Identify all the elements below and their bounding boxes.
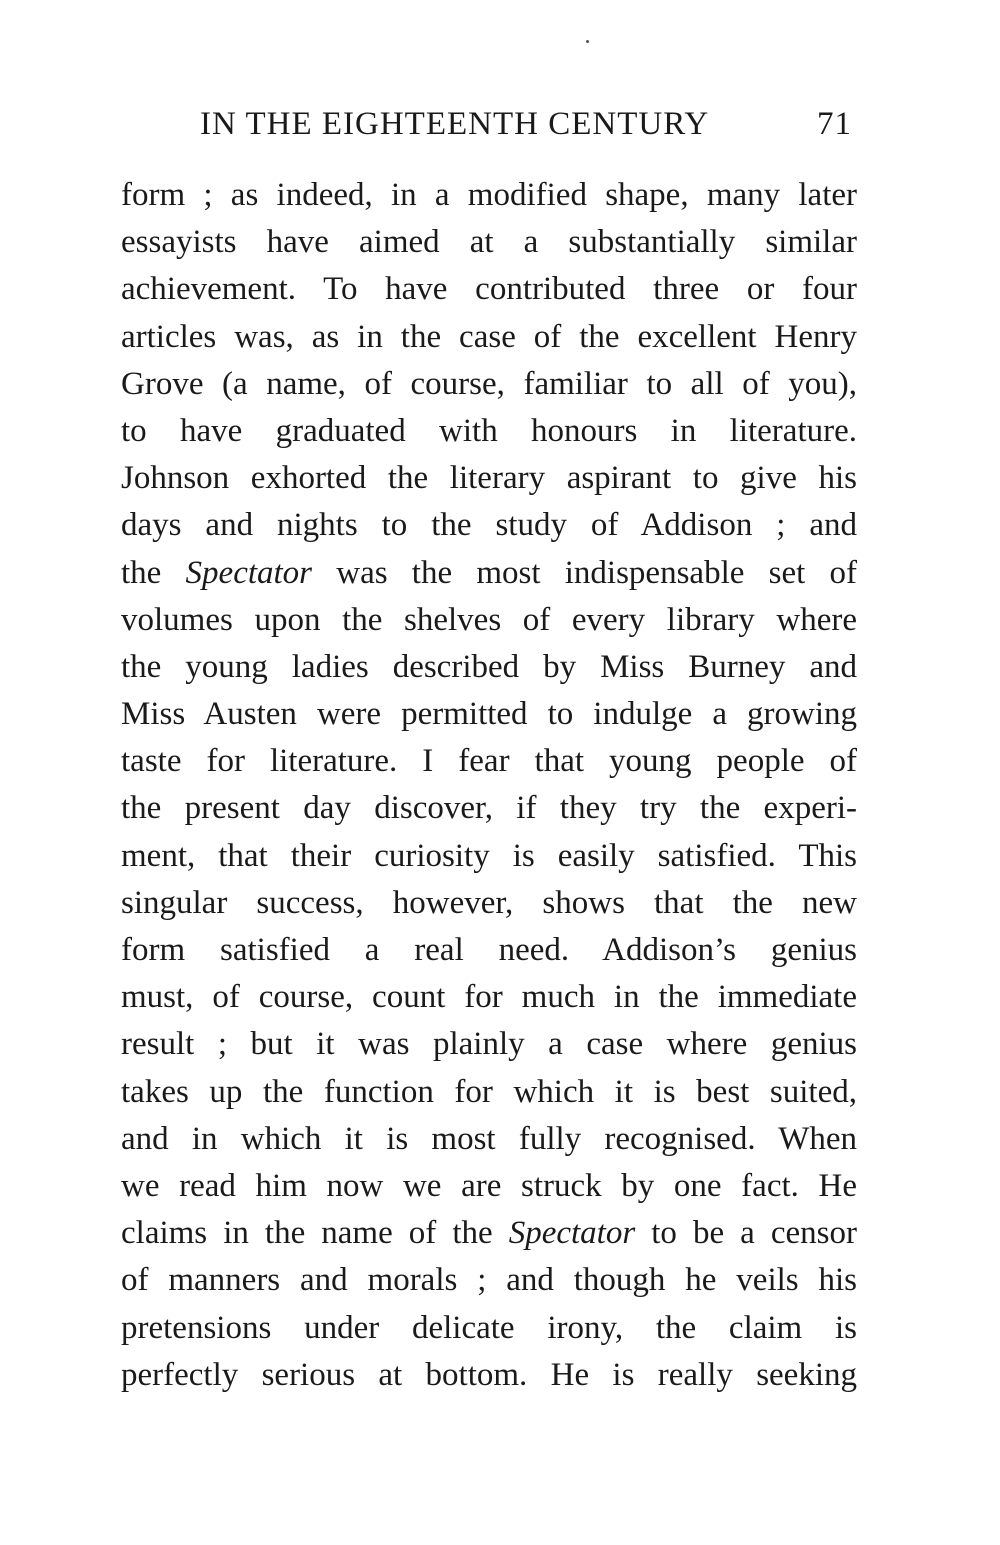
text-segment: essayists have aimed at a substantially similar xyxy=(121,224,857,261)
text-segment: days and nights to the study of Addison ; and xyxy=(121,507,857,544)
text-segment: Miss Austen were permitted to indulge a growing xyxy=(121,696,857,733)
text-line xyxy=(121,550,857,597)
text-segment: the present day discover, if they try the experi- xyxy=(121,790,857,827)
text-line xyxy=(121,502,857,549)
text-segment: articles was, as in the case of the excellent Henry xyxy=(121,318,857,355)
text-segment: must, of course, count for much in the immediate xyxy=(121,979,857,1016)
text-segment: volumes upon the shelves of every library where xyxy=(121,601,857,638)
text-segment: the young ladies described by Miss Burney and xyxy=(121,648,857,685)
text-segment: ment, that their curiosity is easily satisfied. This xyxy=(121,837,857,874)
text-line xyxy=(121,1021,857,1068)
text-line xyxy=(121,691,857,738)
text-segment: of manners and morals ; and though he veils his xyxy=(121,1262,857,1299)
text-line xyxy=(121,361,857,408)
text-segment: claims in the name of the xyxy=(121,1215,509,1252)
text-line xyxy=(121,597,857,644)
text-segment: to have graduated with honours in literature. xyxy=(121,412,857,449)
text-segment: achievement. To have contributed three or four xyxy=(121,271,857,308)
text-line xyxy=(121,266,857,313)
text-line xyxy=(121,1163,857,1210)
text-segment: Grove (a name, of course, familiar to all of you), xyxy=(121,365,857,402)
italic-title: Spectator xyxy=(185,554,313,591)
ink-speck xyxy=(586,40,589,43)
text-line xyxy=(121,785,857,832)
text-line xyxy=(121,974,857,1021)
text-line xyxy=(121,1305,857,1352)
text-segment: perfectly serious at bottom. He is really seeking xyxy=(121,1356,857,1393)
italic-title: Spectator xyxy=(508,1215,636,1252)
text-line xyxy=(121,314,857,361)
text-segment: Johnson exhorted the literary aspirant to give his xyxy=(121,460,857,497)
text-segment: and in which it is most fully recognised. When xyxy=(121,1120,857,1157)
text-segment: singular success, however, shows that the new xyxy=(121,884,857,921)
text-line xyxy=(121,455,857,502)
text-line xyxy=(121,738,857,785)
text-line xyxy=(121,880,857,927)
text-segment: form satisfied a real need. Addison’s genius xyxy=(121,932,857,968)
text-line xyxy=(121,219,857,266)
text-line xyxy=(121,1069,857,1116)
text-segment: result ; but it was plainly a case where genius xyxy=(121,1026,857,1063)
running-head xyxy=(200,106,860,146)
page-number: 71 xyxy=(817,106,852,142)
text-segment: form ; as indeed, in a modified shape, many later xyxy=(121,177,857,213)
text-segment: takes up the function for which it is best suited, xyxy=(121,1073,857,1110)
text-line xyxy=(121,644,857,691)
running-title: IN THE EIGHTEENTH CENTURY xyxy=(200,106,710,142)
text-segment: pretensions under delicate irony, the claim is xyxy=(121,1309,857,1346)
text-segment: the xyxy=(121,554,186,591)
text-segment: taste for literature. I fear that young people of xyxy=(121,743,857,780)
text-line xyxy=(121,172,857,219)
body-text xyxy=(121,172,857,1399)
text-line xyxy=(121,1257,857,1304)
text-line xyxy=(121,927,857,974)
text-line xyxy=(121,833,857,880)
text-line xyxy=(121,1210,857,1257)
text-line xyxy=(121,1116,857,1163)
text-segment: we read him now we are struck by one fact. He xyxy=(121,1167,857,1204)
text-line xyxy=(121,408,857,455)
text-line xyxy=(121,1352,857,1399)
text-segment: to be a censor xyxy=(635,1215,857,1252)
text-segment: was the most indispensable set of xyxy=(312,554,857,591)
